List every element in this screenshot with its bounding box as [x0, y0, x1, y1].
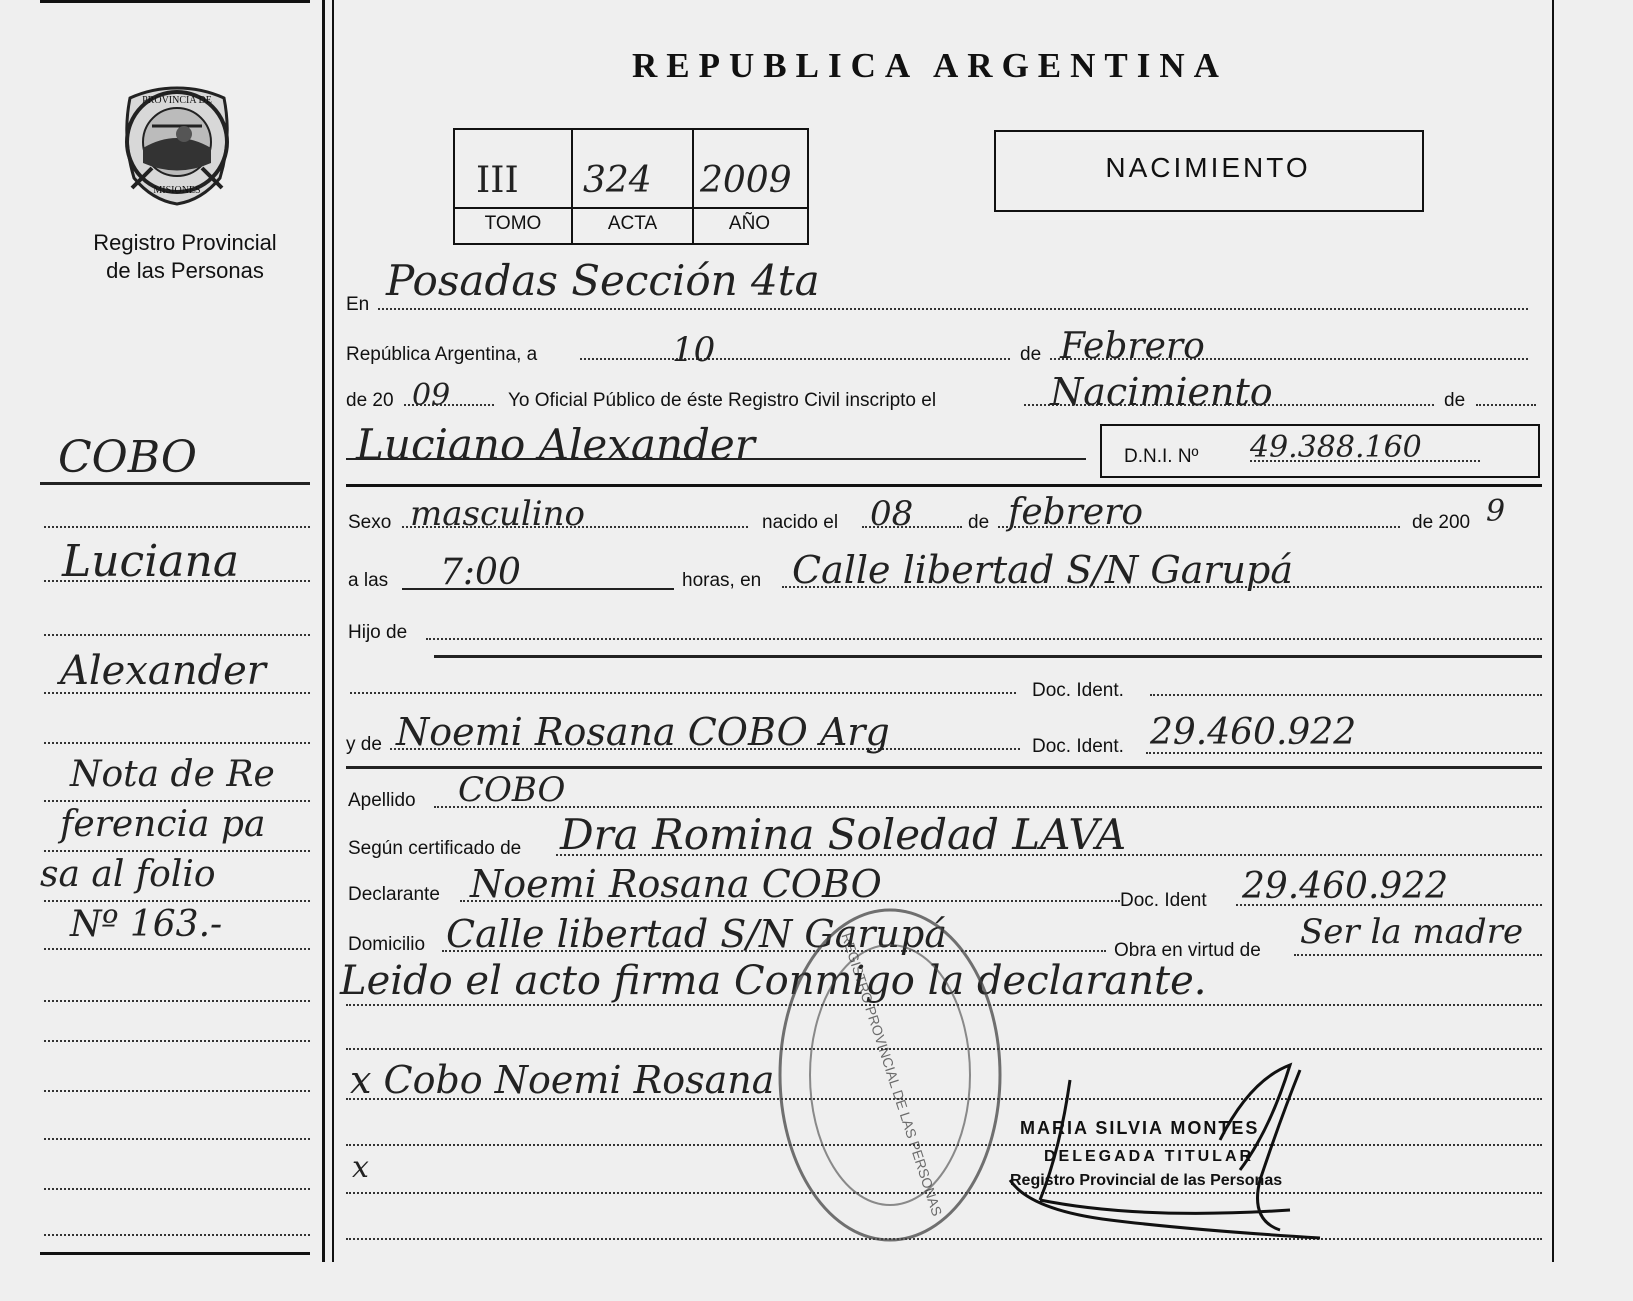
sexo-value: masculino: [410, 494, 586, 534]
margin-dotted-line: [44, 1138, 310, 1140]
de2-line: [1476, 404, 1536, 406]
apellido-value: COBO: [458, 770, 566, 810]
doc-ident-label1: Doc. Ident.: [1032, 680, 1124, 701]
margin-dotted-line: [44, 692, 310, 694]
margin-divider-left: [322, 0, 325, 1262]
de2-label: de: [1444, 390, 1466, 411]
madre-value: Noemi Rosana COBO Arg: [396, 710, 890, 754]
dni-line: [1250, 460, 1480, 462]
tomo-value: III: [476, 160, 519, 201]
seal-bottom-text: MISIONES: [153, 185, 201, 196]
margin-dotted-line: [44, 900, 310, 902]
margin-dotted-line: [44, 1234, 310, 1236]
declarante-doc-value: 29.460.922: [1242, 866, 1449, 907]
en-value: Posadas Sección 4ta: [386, 256, 820, 305]
madre-doc-value: 29.460.922: [1150, 712, 1357, 753]
anio-value: 2009: [700, 160, 792, 201]
anio-label: AÑO: [728, 213, 771, 234]
year2-suffix: 9: [1486, 494, 1506, 529]
margin-dotted-line: [44, 580, 310, 582]
officer-signature-scribble: [990, 1060, 1350, 1260]
declarante-value: Noemi Rosana COBO: [470, 862, 882, 906]
record-type: NACIMIENTO: [1105, 152, 1311, 183]
registry-name-line1: Registro Provincial: [93, 230, 277, 255]
margin-dotted-line: [44, 1000, 310, 1002]
de-label: de: [1020, 344, 1042, 365]
inscripto-value: Nacimiento: [1050, 370, 1273, 414]
sexo-label: Sexo: [348, 512, 392, 533]
registry-name-line2: de las Personas: [106, 258, 264, 283]
day-line: [580, 358, 1010, 360]
oficial-text: Yo Oficial Público de éste Registro Civil inscripto el: [508, 390, 937, 411]
margin-dotted-line: [44, 948, 310, 950]
hijo-label: Hijo de: [348, 622, 408, 643]
seal-top-text: PROVINCIA DE: [142, 95, 212, 106]
officer-office: Registro Provincial de las Personas: [1010, 1172, 1283, 1189]
acta-value: 324: [583, 160, 652, 201]
en-line: [378, 308, 1528, 310]
nacido-label: nacido el: [762, 512, 839, 533]
year2-prefix: de 200: [1412, 512, 1471, 533]
de3-label: de: [968, 512, 990, 533]
doc-ident-label3: Doc. Ident: [1120, 890, 1207, 911]
margin-note-line2: ferencia pa: [60, 804, 266, 845]
margin-name1: Luciana: [62, 536, 240, 587]
margin-dotted-line: [44, 1040, 310, 1042]
apellido-label: Apellido: [348, 790, 416, 811]
domicilio-value: Calle libertad S/N Garupá: [446, 912, 948, 956]
nacido-month: febrero: [1008, 492, 1144, 533]
margin-dotted-line: [44, 800, 310, 802]
horas-en-label: horas, en: [682, 570, 762, 591]
margin-name2: Alexander: [60, 648, 266, 694]
dni-value: 49.388.160: [1250, 430, 1422, 465]
margin-dotted-line: [44, 742, 310, 744]
hora-value: 7:00: [440, 552, 521, 593]
officer-name: MARIA SILVIA MONTES: [1020, 1118, 1260, 1138]
margin-divider-right: [332, 0, 334, 1262]
leido-text: Leido el acto firma Conmigo la declarante.: [340, 958, 1207, 1004]
domicilio-label: Domicilio: [348, 934, 426, 955]
nacido-day: 08: [870, 494, 914, 534]
margin-top-rule: [40, 0, 310, 3]
margin-surname: COBO: [58, 432, 197, 483]
republica-label: República Argentina, a: [346, 344, 538, 365]
margin-dotted-line: [44, 1090, 310, 1092]
second-x: x: [352, 1150, 369, 1185]
padre-line: [350, 692, 1016, 694]
margin-line: [40, 482, 310, 485]
segun-label: Según certificado de: [348, 838, 522, 859]
obra-label: Obra en virtud de: [1114, 940, 1261, 961]
apellido-line: [434, 806, 1542, 808]
margin-note-line3: sa al folio: [40, 854, 216, 895]
madre-underline: [346, 766, 1542, 769]
segun-value: Dra Romina Soledad LAVA: [560, 810, 1127, 859]
obra-value: Ser la madre: [1300, 912, 1524, 952]
margin-bottom-rule: [40, 1252, 310, 1255]
en-label: En: [346, 294, 370, 315]
lugar-value: Calle libertad S/N Garupá: [792, 548, 1294, 592]
provincia-misiones-seal: [112, 68, 242, 208]
doc-ident-label2: Doc. Ident.: [1032, 736, 1124, 757]
margin-dotted-line: [44, 1188, 310, 1190]
officer-title: DELEGADA TITULAR: [1044, 1148, 1255, 1165]
y-de-label: y de: [346, 734, 382, 755]
month-value: Febrero: [1060, 326, 1205, 367]
dni-label: D.N.I. Nº: [1124, 446, 1199, 467]
name-line: [346, 458, 1086, 460]
declarante-label: Declarante: [348, 884, 440, 905]
round-registry-seal: [770, 900, 1010, 1250]
hijo-line: [426, 638, 1542, 640]
tomo-label: TOMO: [484, 213, 542, 234]
year-prefix: de 20: [346, 390, 394, 411]
declarante-signature: x Cobo Noemi Rosana: [350, 1058, 775, 1102]
round-seal-text: REGISTRO PROVINCIAL DE LAS PERSONAS: [838, 930, 946, 1218]
acta-label: ACTA: [607, 213, 658, 234]
margin-dotted-line: [44, 526, 310, 528]
a-las-label: a las: [348, 570, 389, 591]
margin-note-line1: Nota de Re: [70, 754, 275, 795]
margin-dotted-line: [44, 850, 310, 852]
name-value: Luciano Alexander: [356, 420, 755, 469]
obra-line: [1294, 954, 1542, 956]
padre-doc-line: [1150, 694, 1542, 696]
page-right-border: [1552, 0, 1554, 1262]
table-divider: [453, 207, 807, 209]
margin-dotted-line: [44, 634, 310, 636]
year-suffix: 09: [412, 378, 451, 413]
margin-note-line4: Nº 163.-: [70, 904, 223, 945]
country-title: REPUBLICA ARGENTINA: [632, 46, 1228, 85]
section-rule: [346, 484, 1542, 487]
day-value: 10: [672, 330, 716, 370]
hijo-underline: [434, 655, 1542, 658]
